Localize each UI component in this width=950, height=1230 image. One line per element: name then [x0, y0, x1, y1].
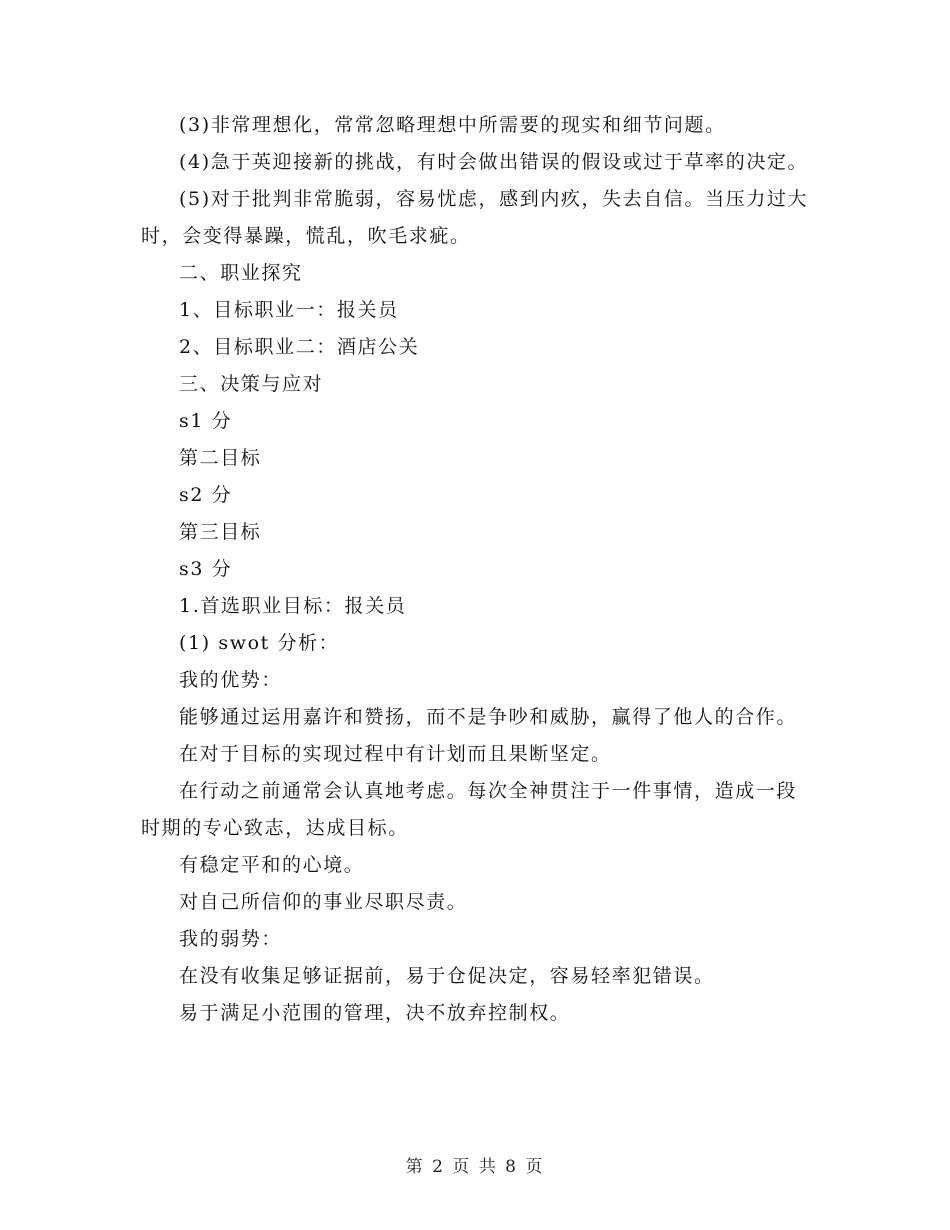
paragraph: 我的优势： — [179, 669, 283, 691]
paragraph: 能够通过运用嘉许和赞扬，而不是争吵和威胁，赢得了他人的合作。 — [179, 706, 798, 728]
document-body — [141, 107, 811, 1032]
paragraph: 第二目标 — [179, 447, 262, 469]
paragraph: 1、目标职业一：报关员 — [179, 299, 399, 321]
paragraph: (1) swot 分析： — [179, 632, 340, 654]
page-number-footer: 第 2 页 共 8 页 — [405, 1157, 545, 1177]
paragraph: 我的弱势： — [179, 928, 283, 950]
paragraph: (4)急于英迎接新的挑战，有时会做出错误的假设或过于草率的决定。 — [179, 151, 809, 173]
paragraph: 第三目标 — [179, 521, 262, 543]
section-heading: 二、职业探究 — [179, 262, 303, 284]
paragraph: 在对于目标的实现过程中有计划而且果断坚定。 — [179, 743, 612, 765]
section-heading: 三、决策与应对 — [179, 373, 324, 395]
paragraph: 有稳定平和的心境。 — [179, 854, 365, 876]
paragraph: 易于满足小范围的管理，决不放弃控制权。 — [179, 1002, 571, 1024]
paragraph: 1.首选职业目标：报关员 — [179, 595, 407, 617]
paragraph: s2 分 — [179, 484, 233, 506]
paragraph: 在行动之前通常会认真地考虑。每次全神贯注于一件事情，造成一段时期的专心致志，达成目标。 — [141, 780, 798, 839]
paragraph: 2、目标职业二：酒店公关 — [179, 336, 420, 358]
paragraph: s1 分 — [179, 410, 233, 432]
paragraph: s3 分 — [179, 558, 233, 580]
paragraph: (3)非常理想化，常常忽略理想中所需要的现实和细节问题。 — [179, 114, 726, 136]
paragraph: 对自己所信仰的事业尽职尽责。 — [179, 891, 468, 913]
paragraph: (5)对于批判非常脆弱，容易忧虑，感到内疚，失去自信。当压力过大时，会变得暴躁，慌乱，吹毛求疵。 — [141, 188, 809, 247]
paragraph: 在没有收集足够证据前，易于仓促决定，容易轻率犯错误。 — [179, 965, 715, 987]
